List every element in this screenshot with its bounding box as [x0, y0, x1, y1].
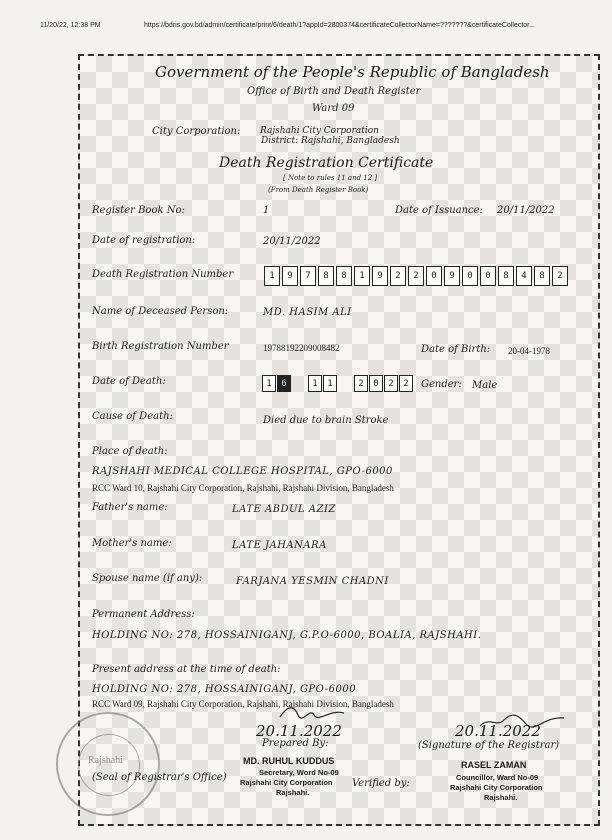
mother-label: Mother's name:: [92, 538, 172, 549]
registration-date-label: Date of registration:: [92, 235, 196, 246]
district: District: Rajshahi, Bangladesh: [261, 136, 400, 146]
gender-value: Male: [472, 380, 498, 391]
place-label: Place of death:: [92, 446, 168, 457]
death-reg-digit: 8: [336, 266, 352, 286]
present-address-label: Present address at the time of death:: [92, 664, 281, 675]
browser-header: [0, 0, 612, 34]
death-reg-digit: 0: [462, 266, 478, 286]
death-reg-number: [264, 266, 570, 286]
dod-digit: 2: [384, 375, 398, 392]
dod-boxes: [262, 375, 414, 392]
permanent-address-value: HOLDING NO: 278, HOSSAINIGANJ, G.P.O-6000, BOALIA, RAJSHAHI.: [92, 630, 482, 641]
permanent-address-label: Permanent Address:: [92, 609, 195, 620]
spouse-label: Spouse name (if any):: [92, 573, 203, 584]
dod-digit: 6: [277, 375, 291, 392]
death-reg-digit: 0: [480, 266, 496, 286]
left-signatory-title1: Secretary, Word No-09: [259, 768, 339, 777]
dod-digit: 2: [354, 375, 368, 392]
city-corp-label: City Corporation:: [152, 126, 241, 137]
death-reg-label: Death Registration Number: [92, 269, 234, 280]
death-reg-digit: 7: [300, 266, 316, 286]
rules-note: [ Note to rules 11 and 12 ]: [283, 174, 378, 182]
city-corp-value: Rajshahi City Corporation: [260, 126, 379, 136]
registrar-date: 20.11.2022: [455, 722, 541, 740]
print-url: https://bdris.gov.bd/admin/certificate/print/6/death/1?appId=2800374&certificateCollectorName=???????&certificateCollector...: [144, 22, 535, 29]
father-value: LATE ABDUL AZIZ: [232, 504, 336, 515]
death-reg-digit: 8: [318, 266, 334, 286]
right-signatory-title2: Rajshahi City Corporation: [450, 783, 543, 792]
prepared-by-label: Prepared By:: [262, 738, 329, 749]
dob-value: 20-04-1978: [508, 346, 550, 356]
dod-digit: 1: [308, 375, 322, 392]
office-seal-stamp: [56, 712, 160, 816]
left-signatory-title2: Rajshahi City Corporation: [240, 778, 333, 787]
cause-label: Cause of Death:: [92, 411, 173, 422]
verified-by-label: Verified by:: [352, 778, 410, 789]
place-line2: RCC Ward 10, Rajshahi City Corporation, Rajshahi, Rajshahi Division, Bangladesh: [92, 483, 394, 493]
government-title: Government of the People's Republic of Bangladesh: [155, 63, 550, 81]
issuance-value: 20/11/2022: [497, 205, 555, 216]
deceased-value: MD. HASIM ALI: [263, 307, 352, 318]
dob-label: Date of Birth:: [421, 344, 491, 355]
issuance-label: Date of Issuance:: [395, 205, 483, 216]
death-reg-digit: 1: [354, 266, 370, 286]
death-reg-digit: 9: [444, 266, 460, 286]
birth-reg-value: 19788192209008482: [263, 343, 340, 353]
register-book-label: Register Book No:: [92, 205, 185, 216]
death-reg-digit: 2: [552, 266, 568, 286]
present-address-line2: RCC Ward 09, Rajshahi City Corporation, Rajshahi, Rajshahi Division, Bangladesh: [92, 699, 394, 709]
cause-value: Died due to brain Stroke: [263, 415, 389, 426]
dod-digit: 1: [262, 375, 276, 392]
seal-text: Rajshahi: [88, 755, 123, 766]
left-signature: [278, 703, 348, 723]
mother-value: LATE JAHANARA: [232, 540, 327, 551]
certificate-title: Death Registration Certificate: [219, 155, 434, 171]
office-title: Office of Birth and Death Register: [247, 86, 421, 97]
deceased-label: Name of Deceased Person:: [92, 306, 229, 317]
register-book-value: 1: [263, 205, 270, 216]
dod-label: Date of Death:: [92, 376, 166, 387]
gender-label: Gender:: [421, 379, 462, 390]
death-reg-digit: 2: [408, 266, 424, 286]
death-reg-digit: 9: [282, 266, 298, 286]
dod-digit: 2: [399, 375, 413, 392]
dod-digit: 1: [323, 375, 337, 392]
present-address-line1: HOLDING NO: 278, HOSSAINIGANJ, GPO-6000: [92, 684, 357, 695]
right-signatory-name: RASEL ZAMAN: [461, 760, 527, 770]
father-label: Father's name:: [92, 502, 168, 513]
left-signatory-name: MD. RUHUL KUDDUS: [243, 756, 335, 766]
spouse-value: FARJANA YESMIN CHADNI: [236, 576, 389, 587]
dod-digit: 0: [369, 375, 383, 392]
register-book-note: (From Death Register Book): [268, 186, 369, 194]
seal-label: (Seal of Registrar's Office): [92, 772, 227, 783]
death-reg-digit: 8: [498, 266, 514, 286]
death-reg-digit: 1: [264, 266, 280, 286]
death-reg-digit: 8: [534, 266, 550, 286]
registration-date-value: 20/11/2022: [263, 236, 321, 247]
left-signatory-title3: Rajshahi.: [276, 788, 310, 797]
right-signatory-title1: Councillor, Ward No-09: [456, 773, 539, 782]
death-reg-digit: 9: [372, 266, 388, 286]
registrar-signature-label: (Signature of the Registrar): [418, 740, 560, 751]
birth-reg-label: Birth Registration Number: [92, 341, 229, 352]
death-reg-digit: 0: [426, 266, 442, 286]
death-reg-digit: 2: [390, 266, 406, 286]
print-datetime: 11/20/22, 12:38 PM: [40, 22, 101, 29]
right-signatory-title3: Rajshahi.: [484, 793, 518, 802]
place-line1: RAJSHAHI MEDICAL COLLEGE HOSPITAL, GPO-6000: [92, 466, 393, 477]
ward-title: Ward 09: [312, 103, 355, 114]
death-reg-digit: 4: [516, 266, 532, 286]
prepared-date: 20.11.2022: [256, 722, 342, 740]
